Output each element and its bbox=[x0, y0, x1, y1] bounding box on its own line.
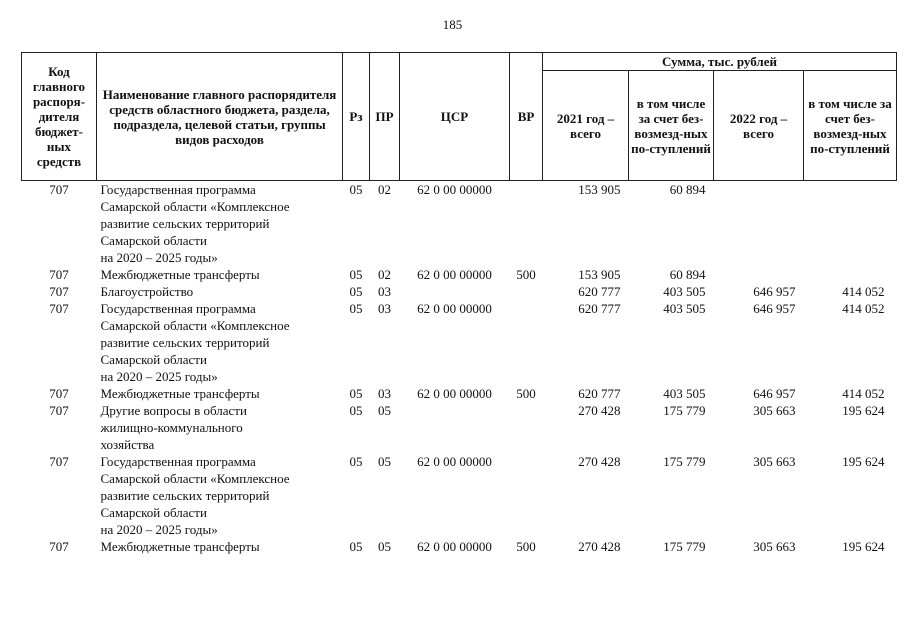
header-rz: Рз bbox=[343, 53, 370, 181]
header-pr: ПР bbox=[370, 53, 400, 181]
header-sum: Сумма, тыс. рублей bbox=[543, 53, 897, 71]
row-name-line: развитие сельских территорий bbox=[100, 488, 270, 503]
row-name-line: Межбюджетные трансферты bbox=[100, 267, 260, 282]
header-name: Наименование главного распорядителя средств областного бюджета, раздела, подраздела, целевой статьи, группы видов расходов bbox=[97, 53, 343, 181]
header-2022-free: в том числе за счет без-возмезд-ных по-ступлений bbox=[804, 71, 897, 181]
row-2022-free: 195 624 bbox=[842, 403, 885, 418]
row-name bbox=[97, 385, 343, 402]
row-2021-total: 620 777 bbox=[578, 284, 621, 299]
row-name-line: Самарской области «Комплексное bbox=[100, 199, 290, 214]
row-2022-total: 305 663 bbox=[753, 454, 796, 469]
row-name-line: Межбюджетные трансферты bbox=[100, 539, 260, 554]
row-code: 707 bbox=[49, 284, 69, 299]
row-vr bbox=[510, 300, 543, 385]
row-pr: 02 bbox=[378, 182, 391, 197]
row-2021-total: 270 428 bbox=[578, 454, 621, 469]
row-csr: 62 0 00 00000 bbox=[417, 539, 492, 554]
row-vr bbox=[510, 402, 543, 453]
row-2021-total: 620 777 bbox=[578, 386, 621, 401]
row-2022-free: 195 624 bbox=[842, 454, 885, 469]
row-code: 707 bbox=[49, 403, 69, 418]
table-row bbox=[22, 402, 897, 453]
row-name-line: Межбюджетные трансферты bbox=[100, 386, 260, 401]
row-name bbox=[97, 283, 343, 300]
row-name-line: Государственная программа bbox=[100, 454, 256, 469]
row-name-line: развитие сельских территорий bbox=[100, 216, 270, 231]
page-number: 185 bbox=[442, 17, 463, 32]
header-vr: ВР bbox=[510, 53, 543, 181]
row-name-line: Государственная программа bbox=[100, 301, 256, 316]
row-name-line: на 2020 – 2025 годы» bbox=[100, 522, 218, 537]
row-csr bbox=[400, 283, 510, 300]
table-row bbox=[22, 266, 897, 283]
header-2021-free: в том числе за счет без-возмезд-ных по-ступлений bbox=[629, 71, 714, 181]
row-rz: 05 bbox=[349, 267, 363, 282]
row-name-line: Благоустройство bbox=[100, 284, 194, 299]
row-rz: 05 bbox=[349, 284, 363, 299]
row-2021-free: 403 505 bbox=[663, 284, 706, 299]
row-name-line: на 2020 – 2025 годы» bbox=[100, 250, 218, 265]
row-name bbox=[97, 266, 343, 283]
header-2022-total: 2022 год – всего bbox=[714, 71, 804, 181]
row-vr: 500 bbox=[516, 386, 536, 401]
row-csr: 62 0 00 00000 bbox=[417, 301, 492, 316]
row-vr: 500 bbox=[516, 267, 536, 282]
header-2021-total: 2021 год – всего bbox=[543, 71, 629, 181]
row-code: 707 bbox=[49, 301, 69, 316]
row-code: 707 bbox=[49, 539, 69, 554]
row-name bbox=[97, 453, 343, 538]
row-vr bbox=[510, 453, 543, 538]
row-csr: 62 0 00 00000 bbox=[417, 182, 492, 197]
table-header bbox=[22, 53, 897, 181]
row-2022-free bbox=[804, 266, 897, 283]
table-body bbox=[22, 181, 897, 556]
row-2021-free: 175 779 bbox=[663, 403, 706, 418]
row-name-line: на 2020 – 2025 годы» bbox=[100, 369, 218, 384]
row-csr bbox=[400, 402, 510, 453]
row-2021-free: 175 779 bbox=[663, 539, 706, 554]
row-rz: 05 bbox=[349, 403, 363, 418]
row-2021-total: 620 777 bbox=[578, 301, 621, 316]
table-row bbox=[22, 181, 897, 267]
row-name-line: развитие сельских территорий bbox=[100, 335, 270, 350]
row-pr: 03 bbox=[378, 386, 391, 401]
row-2021-free: 60 894 bbox=[669, 267, 706, 282]
row-rz: 05 bbox=[349, 301, 363, 316]
row-vr bbox=[510, 283, 543, 300]
row-2021-total: 153 905 bbox=[578, 182, 621, 197]
row-2022-free bbox=[804, 181, 897, 267]
row-2022-free: 414 052 bbox=[842, 284, 885, 299]
row-2022-total: 646 957 bbox=[753, 301, 796, 316]
row-2021-free: 175 779 bbox=[663, 454, 706, 469]
row-code: 707 bbox=[49, 386, 69, 401]
row-2022-free: 414 052 bbox=[842, 301, 885, 316]
row-name bbox=[97, 538, 343, 555]
row-name-line: Самарской области bbox=[100, 233, 207, 248]
row-vr: 500 bbox=[516, 539, 536, 554]
row-2022-free: 195 624 bbox=[842, 539, 885, 554]
row-pr: 05 bbox=[378, 403, 391, 418]
row-name bbox=[97, 402, 343, 453]
row-rz: 05 bbox=[349, 182, 363, 197]
row-rz: 05 bbox=[349, 454, 363, 469]
row-name-line: Самарской области «Комплексное bbox=[100, 471, 290, 486]
row-code: 707 bbox=[49, 454, 69, 469]
row-2021-total: 153 905 bbox=[578, 267, 621, 282]
table-row bbox=[22, 385, 897, 402]
row-name-line: Другие вопросы в области bbox=[100, 403, 247, 418]
header-code: Код главного распоря-дителя бюджет-ных средств bbox=[22, 53, 97, 181]
header-csr: ЦСР bbox=[400, 53, 510, 181]
table-row bbox=[22, 283, 897, 300]
row-name-line: Государственная программа bbox=[100, 182, 256, 197]
row-pr: 02 bbox=[378, 267, 391, 282]
row-pr: 03 bbox=[378, 301, 391, 316]
row-rz: 05 bbox=[349, 539, 363, 554]
row-2022-total: 646 957 bbox=[753, 386, 796, 401]
row-2021-free: 403 505 bbox=[663, 301, 706, 316]
row-name-line: хозяйства bbox=[100, 437, 155, 452]
row-csr: 62 0 00 00000 bbox=[417, 454, 492, 469]
row-2021-free: 403 505 bbox=[663, 386, 706, 401]
row-2022-total bbox=[714, 181, 804, 267]
row-2022-total: 305 663 bbox=[753, 539, 796, 554]
table-row bbox=[22, 538, 897, 555]
row-2022-total: 646 957 bbox=[753, 284, 796, 299]
row-name-line: Самарской области «Комплексное bbox=[100, 318, 290, 333]
budget-table bbox=[21, 52, 897, 555]
row-name bbox=[97, 300, 343, 385]
row-pr: 05 bbox=[378, 539, 391, 554]
table-row bbox=[22, 453, 897, 538]
row-csr: 62 0 00 00000 bbox=[417, 386, 492, 401]
row-name-line: жилищно-коммунального bbox=[100, 420, 243, 435]
row-2022-total: 305 663 bbox=[753, 403, 796, 418]
row-csr: 62 0 00 00000 bbox=[417, 267, 492, 282]
row-pr: 05 bbox=[378, 454, 391, 469]
row-code: 707 bbox=[49, 182, 69, 197]
row-2021-free: 60 894 bbox=[669, 182, 706, 197]
row-name-line: Самарской области bbox=[100, 505, 207, 520]
row-name bbox=[97, 181, 343, 267]
row-vr bbox=[510, 181, 543, 267]
row-2021-total: 270 428 bbox=[578, 403, 621, 418]
row-pr: 03 bbox=[378, 284, 391, 299]
row-2022-free: 414 052 bbox=[842, 386, 885, 401]
row-name-line: Самарской области bbox=[100, 352, 207, 367]
row-2021-total: 270 428 bbox=[578, 539, 621, 554]
row-2022-total bbox=[714, 266, 804, 283]
row-code: 707 bbox=[49, 267, 69, 282]
row-rz: 05 bbox=[349, 386, 363, 401]
table-row bbox=[22, 300, 897, 385]
